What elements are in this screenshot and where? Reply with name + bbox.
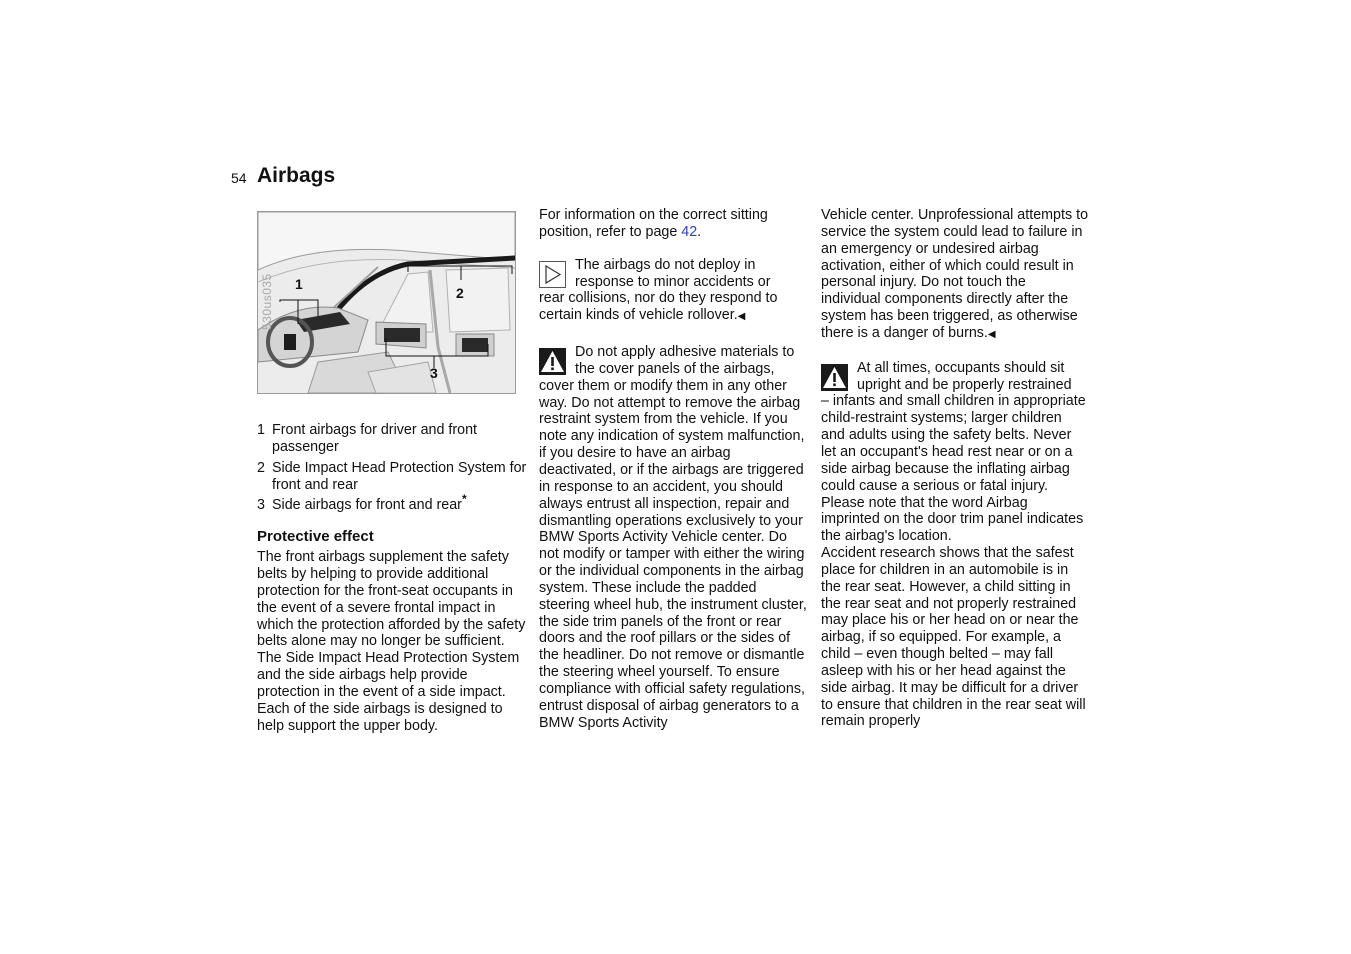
warning-text-continued: Accident research shows that the safest place for children in an automobile is in the rear seat. However, a child sitting in the rear seat and not properly restrained may place his or her head on or near the airbag, if so equipped. For example, a child – even though belted – may fall asleep with his or her head against the side airbag. It may be difficult for a driver to ensure that children in the rear seat will remain properly (821, 545, 1086, 730)
figure-code: 530us035 (260, 273, 274, 330)
figure-legend (257, 422, 527, 514)
end-mark-icon: ◀ (737, 311, 746, 323)
warning-first-line: Do not apply adhesive materials to the cover panels of the airbags, (575, 344, 795, 377)
figure-label-1: 1 (295, 276, 303, 292)
page-title: Airbags (257, 164, 336, 187)
legend-text: Side Impact Head Protection System for front and rear (272, 459, 527, 493)
page-reference-link[interactable]: 42 (681, 223, 698, 240)
continued-text (821, 207, 1089, 344)
note-text (539, 290, 807, 326)
note-rest: rear collisions, nor do they respond to certain kinds of vehicle rollover. (539, 290, 778, 324)
warning-icon (539, 348, 566, 375)
legend-text-wrap (272, 492, 527, 514)
legend-number: 3 (257, 497, 265, 514)
section-body: The front airbags supplement the safety belts by helping to provide additional protection for the front-seat occupants in the event of a severe frontal impact in which the protection afforded by the safety belts alone may no longer be sufficient. The Side Impact Head Protection System and the side airbags help provide protection in the event of a side impact. Each of the side airbags is designed to help support the upper body. (257, 549, 526, 734)
figure-label-2: 2 (456, 285, 464, 301)
legend-number: 2 (257, 459, 265, 476)
section-heading: Protective effect (257, 528, 374, 546)
column-middle (539, 207, 807, 731)
airbag-illustration (257, 211, 516, 394)
intro-paragraph (539, 207, 807, 241)
legend-number: 1 (257, 422, 265, 438)
legend-item (257, 422, 527, 456)
page-number: 54 (231, 170, 247, 186)
note-block (539, 257, 807, 326)
warning-block (539, 344, 807, 731)
end-mark-icon: ◀ (987, 328, 996, 340)
column-right (821, 207, 1089, 730)
warning-block (821, 360, 1089, 731)
warning-text: cover them or modify them in any other way. Do not attempt to remove the airbag restraint system from the vehicle. If you note any indication of system malfunction, if you desire to have an airbag deactivated, or if the airbags are triggered in response to an accident, you should always entrust all inspection, repair and dismantling operations exclusively to your BMW Sports Activity Vehicle center. Do not modify or tamper with either the wiring or the individual components in the airbag system. These include the padded steering wheel hub, the instrument cluster, the side trim panels of the front or rear doors and the roof pillars or the sides of the headliner. Do not remove or dismantle the steering wheel yourself. To ensure compliance with official safety regulations, entrust disposal of airbag generators to a BMW Sports Activity (539, 377, 807, 731)
note-triangle-icon (539, 261, 566, 288)
warning-text: – infants and small children in appropriate child-restraint systems; larger children and adults using the safety belts. Never let an occupant's head rest near or on a side airbag because the inflating airbag could cause a serious or fatal injury. Please note that the word Airbag imprinted on the door trim panel indicates the airbag's location. (821, 393, 1086, 545)
figure-label-3: 3 (430, 365, 438, 381)
intro-text: For information on the correct sitting position, refer to page (539, 207, 768, 240)
legend-item (257, 460, 527, 494)
column-left (257, 207, 527, 735)
car-interior-drawing (258, 212, 515, 393)
continued-body: Vehicle center. Unprofessional attempts to service the system could lead to failure in an emergency or undesired airbag activation, either of which could result in personal injury. Do not touch the individual components directly after the system has been triggered, as otherwise there is a danger of burns. (821, 207, 1089, 341)
optional-equipment-star: * (461, 492, 467, 507)
intro-end: . (697, 223, 702, 240)
note-first-line: The airbags do not deploy in response to minor accidents or (575, 256, 771, 290)
legend-text: Side airbags for front and rear (272, 497, 462, 514)
warning-first-line: At all times, occupants should sit upright and be properly restrained (857, 359, 1072, 393)
legend-text: Front airbags for driver and front passenger (272, 422, 478, 455)
legend-item (257, 492, 527, 514)
warning-icon (821, 364, 848, 391)
